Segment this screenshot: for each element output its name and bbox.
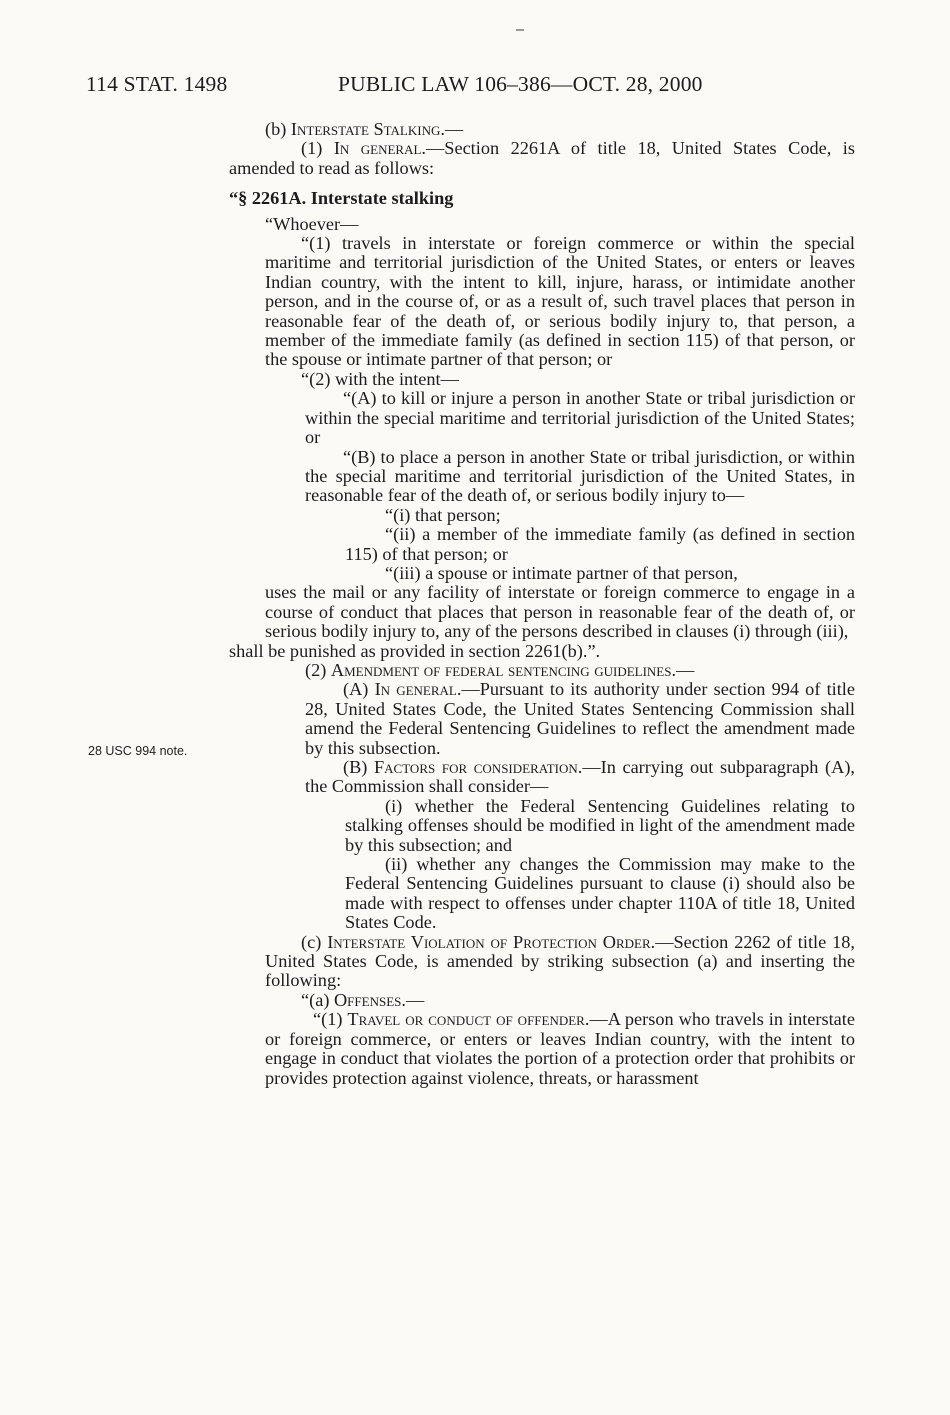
subsection-b-heading: (b) Interstate Stalking.— <box>265 119 464 139</box>
subsection-c: (c) Interstate Violation of Protection Order.—Section 2262 of title 18, United States Code, is amended by striking subsection (a) and inserting the following: <box>265 931 855 991</box>
clause-2: “(2) with the intent— <box>301 368 459 389</box>
uses-clause: uses the mail or any facility of interstate or foreign commerce to engage in a course of conduct that places that person in reasonable fear of the death of, or serious bodily injury to, any of the persons described in clauses (i) through (iii), <box>265 582 855 642</box>
margin-note: 28 USC 994 note. <box>88 744 188 758</box>
paragraph-b2-heading: (2) Amendment of federal sentencing guidelines.— <box>305 659 695 680</box>
whoever-line: “Whoever— <box>265 213 359 234</box>
shall-clause: shall be punished as provided in section 2261(b).”. <box>229 640 601 661</box>
clause-2B: “(B) to place a person in another State or tribal jurisdiction, or within the special maritime and territorial jurisdiction of the United States, in reasonable fear of the death of, or serious bodily injury to— <box>305 446 855 506</box>
clause-1: “(1) travels in interstate or foreign commerce or within the special maritime and territorial jurisdiction of the United States, or enters or leaves Indian country, with the intent to kill, injure, harass, or intimidate another person, and in the course of, or as a result of, such travel places that person in reasonable fear of the death of, or serious bodily injury to, that person, a member of the immediate family (as defined in section 115) of that person, or the spouse or intimate partner of that person; or <box>265 233 855 370</box>
document-body <box>229 120 855 1088</box>
statute-page-number: 114 STAT. 1498 <box>86 72 228 96</box>
clause-iii: “(iii) a spouse or intimate partner of that person, <box>385 562 738 583</box>
public-law-title: PUBLIC LAW 106–386—OCT. 28, 2000 <box>338 72 703 96</box>
clause-ii: “(ii) a member of the immediate family (as defined in section 115) of that person; or <box>345 524 855 564</box>
paragraph-b1: (1) In general.—Section 2261A of title 18, United States Code, is amended to read as follows: <box>229 138 855 178</box>
subparagraph-b2B: (B) Factors for consideration.—In carrying out subparagraph (A), the Commission shall consider— <box>305 757 855 797</box>
clause-b2B-i: (i) whether the Federal Sentencing Guidelines relating to stalking offenses should be modified in light of the amendment made by this subsection; and <box>345 795 855 855</box>
scan-mark <box>516 29 524 31</box>
section-title: “§ 2261A. Interstate stalking <box>229 188 454 209</box>
paragraph-travel-conduct: “(1) Travel or conduct of offender.—A person who travels in interstate or foreign commerce, or enters or leaves Indian country, with the intent to engage in conduct that violates the portion of a protection order that prohibits or provides protection against violence, threats, or harassment <box>265 1009 855 1088</box>
subparagraph-b2A: (A) In general.—Pursuant to its authority under section 994 of title 28, United States Code, the United States Sentencing Commission shall amend the Federal Sentencing Guidelines to reflect the amendment made by this subsection. <box>305 679 855 758</box>
clause-i: “(i) that person; <box>385 504 501 525</box>
subsection-a-heading: “(a) Offenses.— <box>301 989 425 1010</box>
clause-2A: “(A) to kill or injure a person in another State or tribal jurisdiction or within the special maritime and territorial jurisdiction of the United States; or <box>305 388 855 448</box>
clause-b2B-ii: (ii) whether any changes the Commission may make to the Federal Sentencing Guidelines pursuant to clause (i) should also be made with respect to offenses under chapter 110A of title 18, United States Code. <box>345 854 855 933</box>
